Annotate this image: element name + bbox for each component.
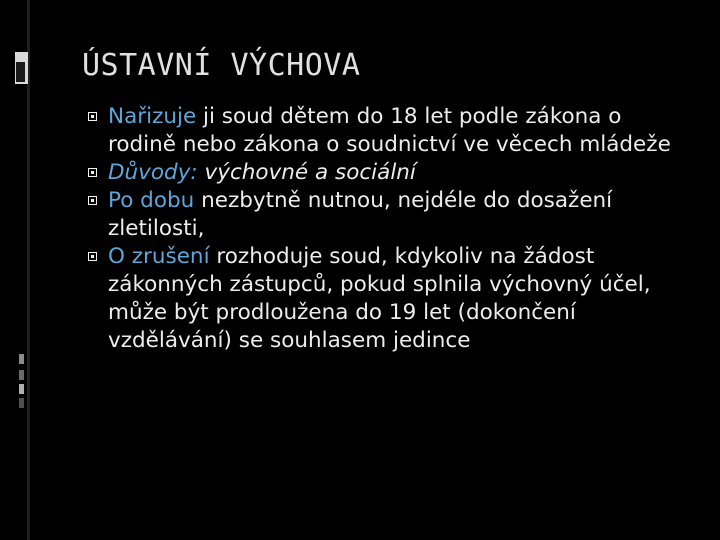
bullet-highlight: Nařizuje [108, 104, 197, 129]
bullet-text: výchovné a sociální [197, 160, 416, 185]
bullet-text: nezbytně nutnou, nejdéle do dosažení zletilosti, [108, 188, 613, 241]
decor-strip [19, 370, 24, 380]
bullet-item [88, 159, 688, 187]
decor-block-inner [16, 62, 25, 82]
decor-strip [19, 354, 24, 364]
square-bullet-icon [88, 168, 97, 177]
bullet-text: ji soud dětem do 18 let podle zákona o rodině nebo zákona o soudnictví ve věcech mládeže [108, 104, 671, 157]
decor-strip [19, 384, 24, 394]
bullet-item [88, 243, 688, 355]
decor-strip [19, 398, 24, 408]
square-bullet-icon [88, 112, 97, 121]
bullet-item [88, 187, 688, 243]
square-bullet-icon [88, 196, 97, 205]
bullet-highlight: Po dobu [108, 188, 195, 213]
bullet-item [88, 103, 688, 159]
bullet-list [88, 103, 688, 355]
bullet-highlight: Důvody: [108, 160, 198, 185]
slide-title: ÚSTAVNÍ VÝCHOVA [82, 48, 361, 83]
bullet-highlight: O zrušení [108, 244, 210, 269]
square-bullet-icon [88, 252, 97, 261]
bullet-text: rozhoduje soud, kdykoliv na žádost zákonných zástupců, pokud splnila výchovný účel, může být prodloužena do 19 let (dokončení vzdělávání) se souhlasem jedince [108, 244, 651, 353]
